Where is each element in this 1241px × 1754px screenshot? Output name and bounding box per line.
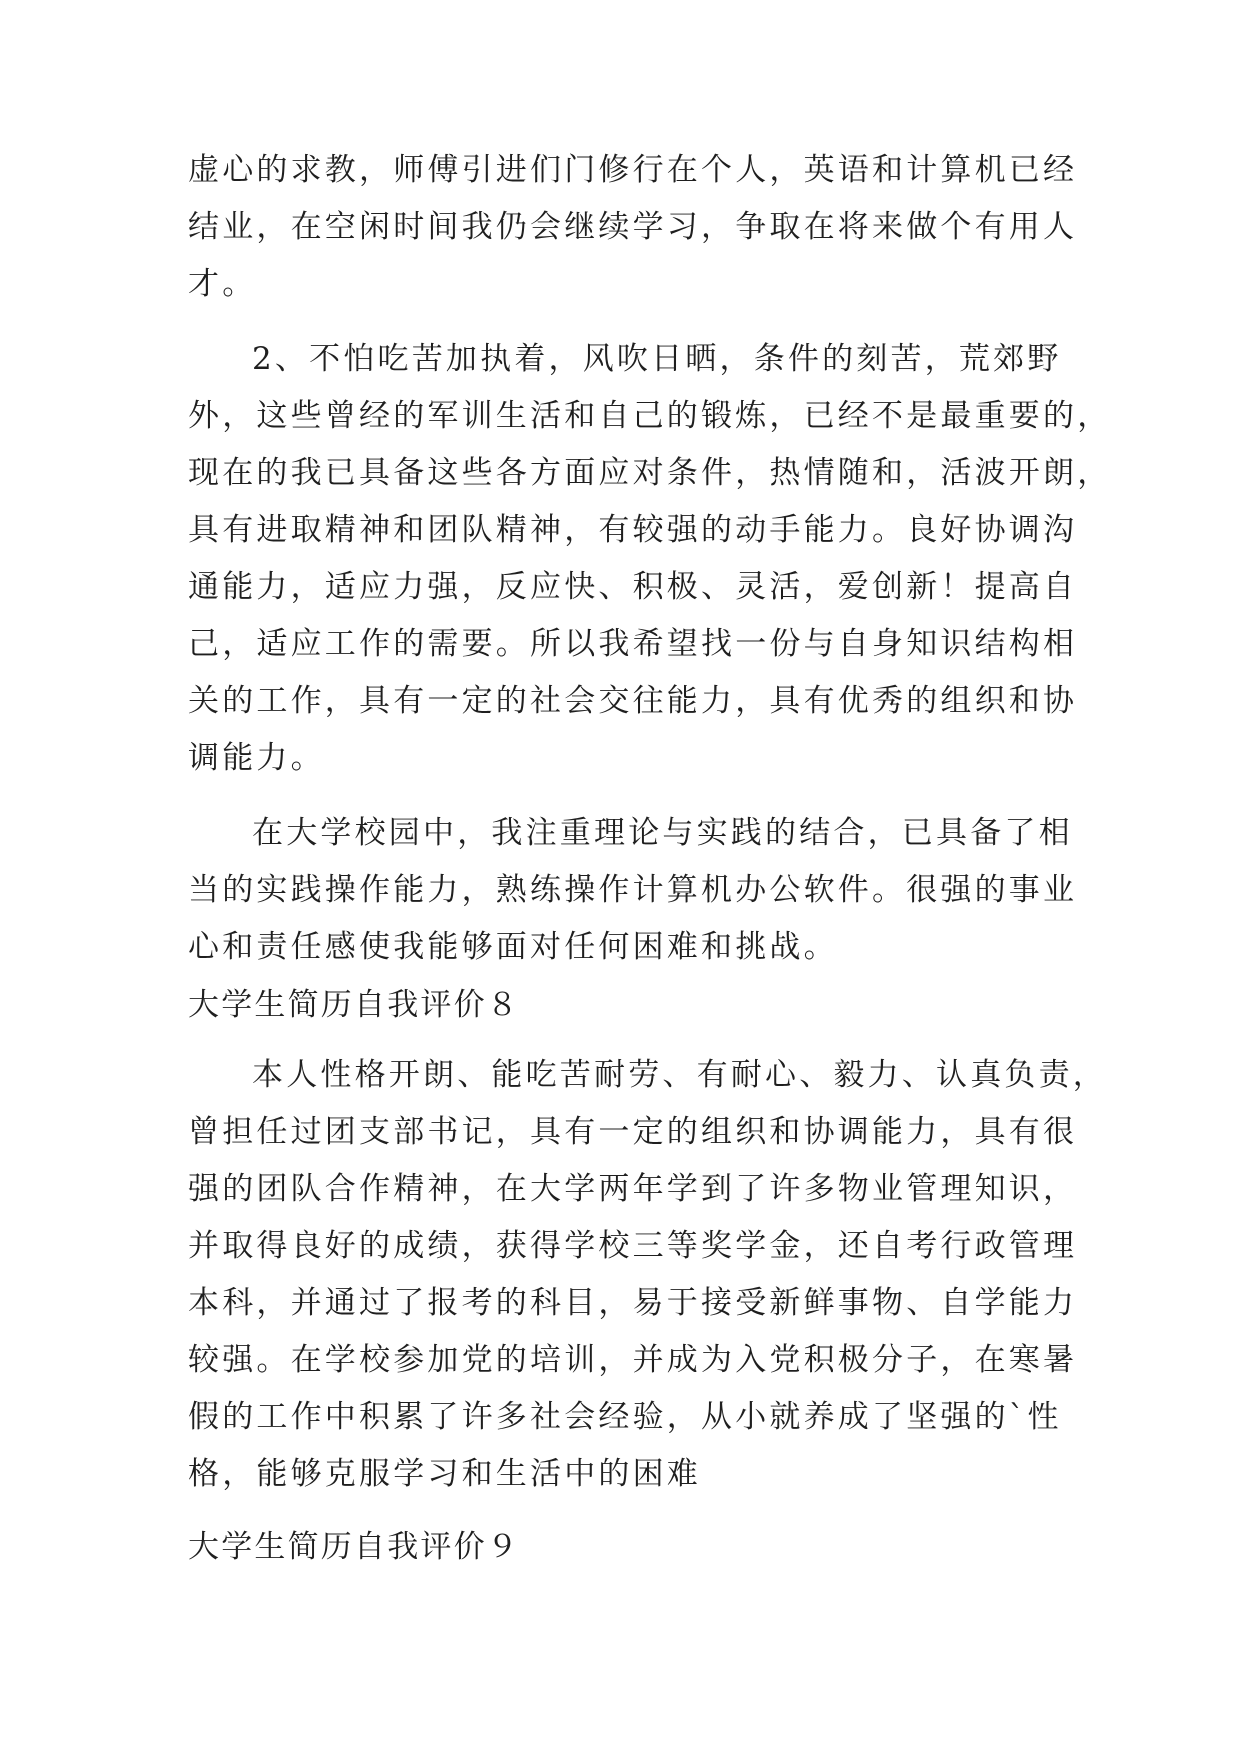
paragraph-line: 强的团队合作精神，在大学两年学到了许多物业管理知识， bbox=[188, 1171, 1078, 1207]
paragraph-line: 通能力，适应力强，反应快、积极、灵活，爱创新！提高自 bbox=[188, 569, 1078, 605]
section-heading-8: 大学生简历自我评价８ bbox=[188, 987, 520, 1023]
paragraph-line: 较强。在学校参加党的培训，并成为入党积极分子，在寒暑 bbox=[188, 1342, 1078, 1378]
paragraph-line: 格，能够克服学习和生活中的困难 bbox=[188, 1456, 701, 1492]
paragraph-line: 调能力。 bbox=[188, 740, 325, 776]
paragraph-line: 假的工作中积累了许多社会经验，从小就养成了坚强的`性 bbox=[188, 1399, 1062, 1435]
paragraph-line: 结业，在空闲时间我仍会继续学习，争取在将来做个有用人 bbox=[188, 209, 1078, 245]
paragraph-line: 在大学校园中，我注重理论与实践的结合，已具备了相 bbox=[252, 815, 1073, 851]
paragraph-line: 虚心的求教，师傅引进们门修行在个人，英语和计算机已经 bbox=[188, 152, 1078, 188]
paragraph-line: 己，适应工作的需要。所以我希望找一份与自身知识结构相 bbox=[188, 626, 1078, 662]
section-heading-9: 大学生简历自我评价９ bbox=[188, 1529, 520, 1565]
paragraph-line: 外，这些曾经的军训生活和自己的锻炼，已经不是最重要的， bbox=[188, 398, 1112, 434]
paragraph-line: 心和责任感使我能够面对任何困难和挑战。 bbox=[188, 929, 838, 965]
paragraph-line: 本人性格开朗、能吃苦耐劳、有耐心、毅力、认真负责， bbox=[252, 1057, 1107, 1093]
paragraph-line: 当的实践操作能力，熟练操作计算机办公软件。很强的事业 bbox=[188, 872, 1078, 908]
paragraph-line: 曾担任过团支部书记，具有一定的组织和协调能力，具有很 bbox=[188, 1114, 1078, 1150]
paragraph-line: 才。 bbox=[188, 266, 257, 302]
paragraph-line: 2、不怕吃苦加执着，风吹日晒，条件的刻苦，荒郊野 bbox=[252, 341, 1062, 377]
paragraph-line: 关的工作，具有一定的社会交往能力，具有优秀的组织和协 bbox=[188, 683, 1078, 719]
paragraph-line: 本科，并通过了报考的科目，易于接受新鲜事物、自学能力 bbox=[188, 1285, 1078, 1321]
paragraph-line: 现在的我已具备这些各方面应对条件，热情随和，活波开朗， bbox=[188, 455, 1112, 491]
paragraph-line: 具有进取精神和团队精神，有较强的动手能力。良好协调沟 bbox=[188, 512, 1078, 548]
paragraph-line: 并取得良好的成绩，获得学校三等奖学金，还自考行政管理 bbox=[188, 1228, 1078, 1264]
